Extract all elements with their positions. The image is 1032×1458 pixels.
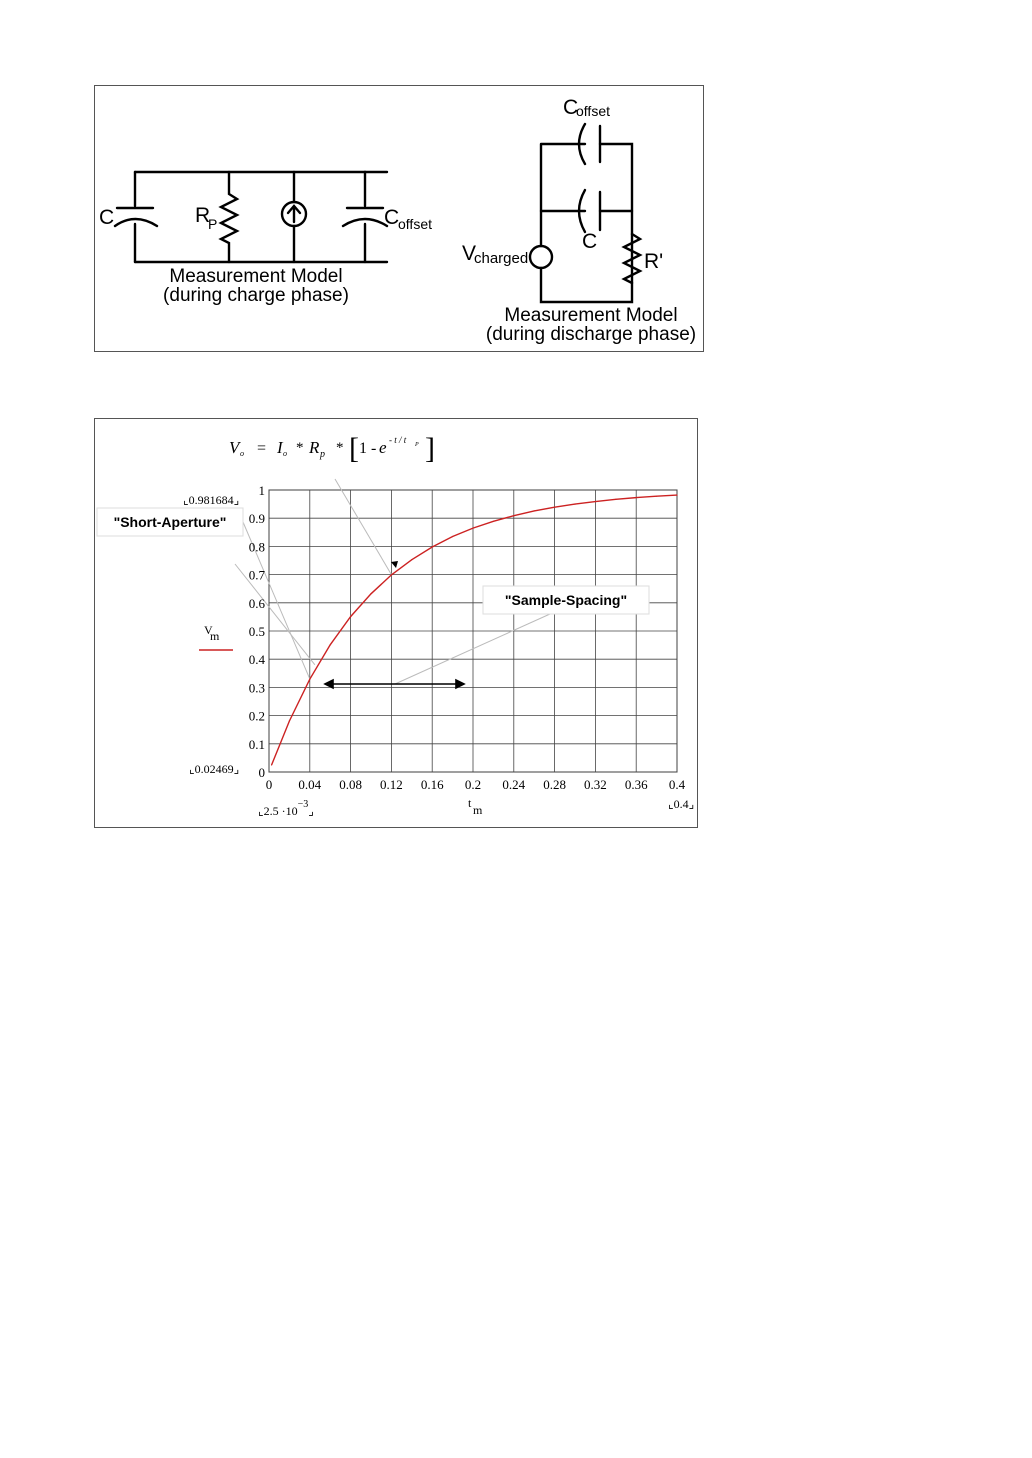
series-point (472, 527, 473, 528)
formula-exp: - t / t (389, 435, 407, 445)
series-point (636, 497, 637, 498)
x-tick-label: 0.36 (624, 777, 648, 792)
formula-star2: * (336, 440, 344, 456)
formula-eq: = (257, 440, 267, 457)
sample-spacing-arrow (325, 680, 464, 688)
y-tick-label: 0.9 (248, 511, 265, 527)
label-resistor-rp-sub: P (208, 216, 218, 232)
discharge-wire-outer (541, 144, 632, 302)
charge-resistor (221, 172, 237, 262)
x-tick-label: 0.04 (298, 777, 322, 792)
y-axis-label: V (204, 623, 213, 637)
current-source-arrow (288, 206, 300, 222)
series-point (676, 494, 677, 495)
series-point (370, 593, 371, 594)
y-tick-label: 0.2 (248, 708, 265, 724)
formula-bracket-open: [ (349, 432, 359, 465)
y-tick-label: 1 (258, 483, 265, 498)
charge-curve-figure (94, 418, 698, 828)
x-tick-label: 0.24 (502, 777, 526, 792)
y-tick-label: 0.7 (248, 567, 265, 583)
sample-spacing-label: "Sample-Spacing" (504, 592, 628, 608)
y-tick-label: 0.6 (248, 595, 265, 611)
label-vcharged: V (462, 242, 477, 265)
formula-v: V (229, 438, 240, 457)
charge-formula (229, 432, 435, 465)
formula-i-sub: o (283, 449, 287, 458)
y-tick-label: 0.4 (248, 652, 265, 668)
formula-one-minus: 1 - (359, 440, 377, 457)
series-point (513, 515, 514, 516)
label-resistor-rprime: R' (644, 250, 664, 273)
series-point (309, 679, 310, 680)
series-point (534, 510, 535, 511)
formula-r-sub: p (320, 449, 325, 460)
y-min-range-label: ⌞0.02469⌟ (189, 762, 240, 776)
leader-line (395, 614, 550, 684)
x-tick-label: 0.16 (420, 777, 444, 792)
series-point (271, 764, 272, 765)
formula-exp-sub: P (415, 442, 419, 448)
y-tick-label: 0.1 (248, 736, 265, 752)
series-point (391, 574, 392, 575)
x-max-range-label: ⌞0.4⌟ (668, 797, 695, 811)
series-point (411, 559, 412, 560)
circuit-diagram (95, 86, 705, 353)
chart-series (271, 494, 678, 765)
label-top-coffset-sub: offset (576, 103, 610, 119)
formula-star1: * (296, 440, 304, 456)
series-point (595, 501, 596, 502)
leader-line (335, 479, 391, 575)
y-max-range-label: ⌞0.981684⌟ (183, 493, 240, 507)
series-point (289, 720, 290, 721)
charge-cap-right (343, 172, 387, 262)
formula-bracket-close: ] (425, 432, 435, 465)
formula-e: e (379, 438, 387, 457)
charge-cap-left (115, 172, 157, 262)
formula-i: I (277, 438, 283, 457)
discharge-caption-line2: (during discharge phase) (485, 324, 697, 345)
x-tick-label: 0 (265, 777, 273, 792)
x-tick-label: 0.2 (464, 777, 482, 792)
label-cap-coffset-sub: offset (398, 216, 432, 232)
annotation-leaders (235, 479, 550, 684)
voltage-source-icon (530, 246, 552, 268)
charge-caption-line1: Measurement Model (169, 266, 343, 287)
label-cap-coffset: C (384, 206, 400, 229)
label-cap-c: C (99, 206, 115, 229)
y-tick-label: 0.5 (248, 624, 265, 639)
x-tick-label: 0.08 (339, 777, 362, 792)
series-point (554, 507, 555, 508)
label-top-coffset: C (563, 96, 579, 119)
label-inner-c: C (582, 230, 598, 253)
x-tick-label: 0.12 (380, 777, 403, 792)
series-point (432, 546, 433, 547)
leader-line (235, 564, 315, 668)
series-point (350, 616, 351, 617)
y-axis-label-sub: m (210, 629, 220, 643)
charge-curve-chart (95, 419, 699, 829)
series-point (330, 644, 331, 645)
series-point (615, 499, 616, 500)
x-axis-label-sub: m (473, 803, 483, 817)
series-point (656, 496, 657, 497)
discharge-caption-line1: Measurement Model (504, 305, 678, 326)
y-tick-label: 0 (258, 765, 265, 780)
x-min-range-label: ⌞2.5 $\cdot 10^{-3}⌟$ (258, 799, 314, 818)
label-resistor-rp: R (195, 204, 211, 227)
x-tick-label: 0.4 (668, 777, 686, 792)
x-tick-label: 0.28 (543, 777, 566, 792)
label-vcharged-sub: charged (474, 250, 529, 267)
y-tick-label: 0.8 (248, 539, 265, 555)
series-point (574, 504, 575, 505)
circuit-figure (94, 85, 704, 352)
series-line (272, 495, 677, 765)
formula-v-sub: o (240, 449, 244, 458)
short-aperture-label: "Short-Aperture" (113, 514, 227, 530)
series-point (493, 521, 494, 522)
y-tick-label: 0.3 (248, 680, 265, 696)
x-axis-label: t (468, 796, 472, 810)
formula-r: R (309, 438, 320, 457)
charge-caption-line2: (during charge phase) (163, 285, 349, 306)
chart-grid (269, 490, 677, 772)
series-point (452, 536, 453, 537)
curve-marker-arrow (391, 561, 398, 568)
x-tick-label: 0.32 (584, 777, 607, 792)
chart-ticks (249, 483, 686, 792)
